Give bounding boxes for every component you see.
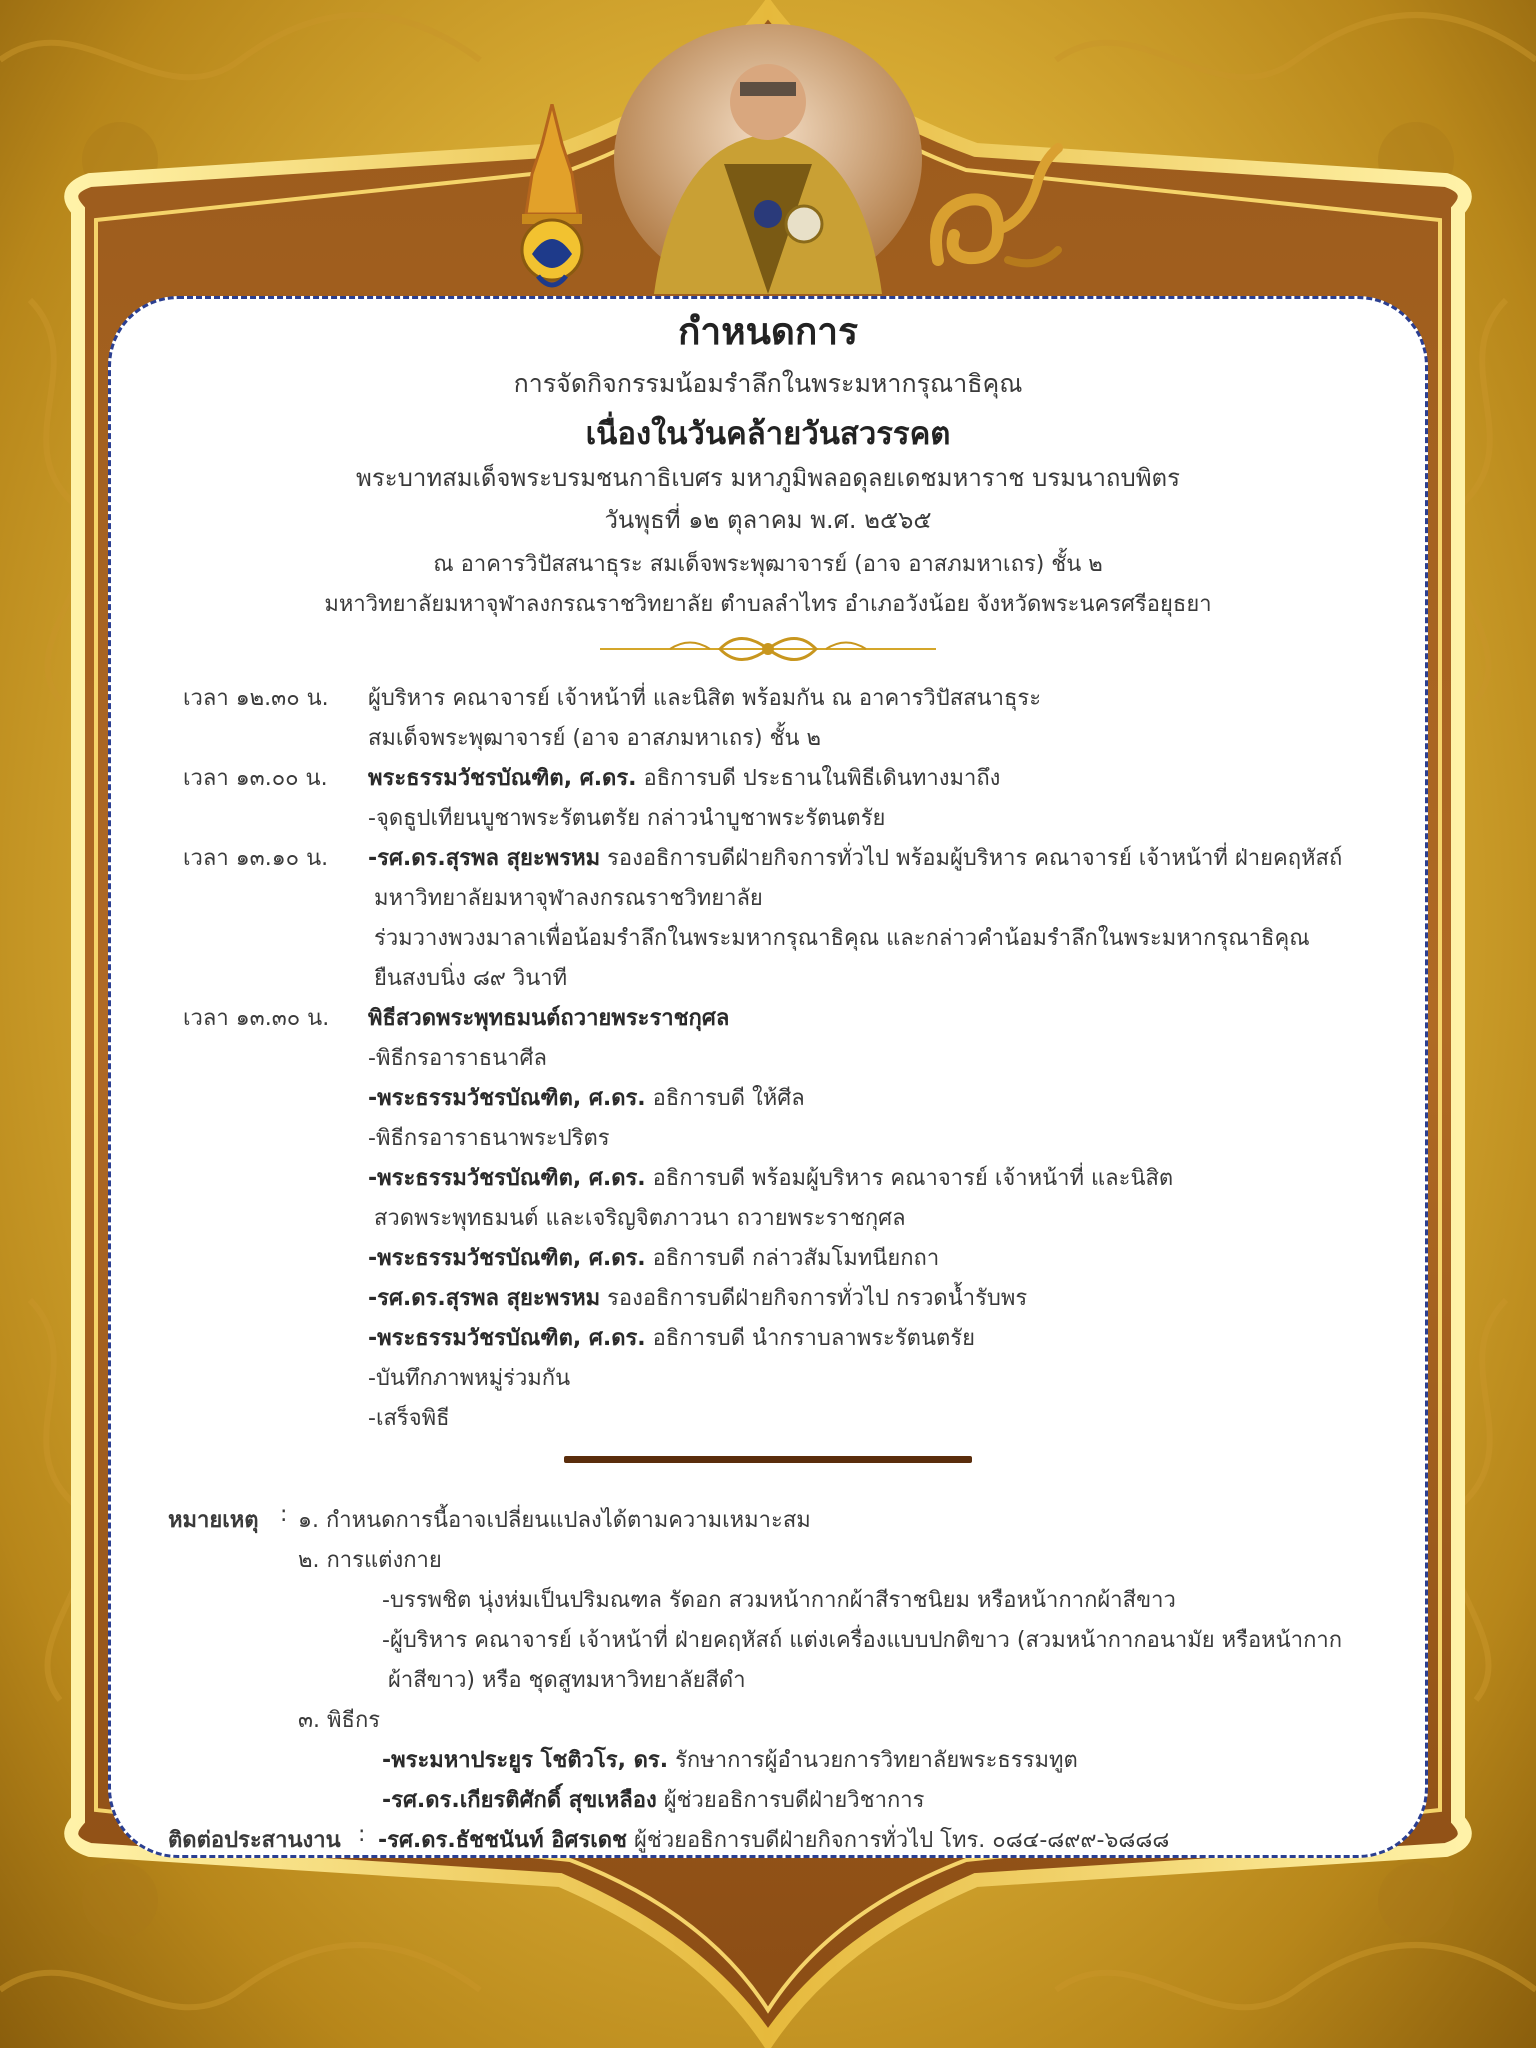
person-name: -พระธรรมวัชรบัณฑิต, ศ.ดร. bbox=[368, 1326, 646, 1351]
person-name: -รศ.ดร.สุรพล สุยะพรหม bbox=[368, 1286, 601, 1311]
event-occasion: เนื่องในวันคล้ายวันสวรรคต bbox=[585, 416, 951, 452]
schedule-text: รองอธิการบดีฝ่ายกิจการทั่วไป กรวดน้ำรับพร bbox=[600, 1286, 1028, 1311]
note-subitem: -บรรพชิต นุ่งห่มเป็นปริมณฑล รัดอก สวมหน้ากากผ้าสีราชนิยม หรือหน้ากากผ้าสีขาว bbox=[382, 1588, 1176, 1613]
event-subtitle: การจัดกิจกรรมน้อมรำลึกในพระมหากรุณาธิคุณ bbox=[513, 369, 1023, 398]
schedule-line: ร่วมวางพวงมาลาเพื่อน้อมรำลึกในพระมหากรุณาธิคุณ และกล่าวคำน้อมรำลึกในพระมหากรุณาธิคุณ bbox=[374, 926, 1310, 951]
note-subitem bbox=[382, 1782, 924, 1817]
time-label: เวลา ๑๓.๓๐ น. bbox=[183, 1006, 330, 1031]
page-title: กำหนดการ bbox=[678, 310, 858, 353]
contact-info bbox=[378, 1822, 1169, 1857]
schedule-line bbox=[368, 1280, 1027, 1315]
host-name: -รศ.ดร.เกียรติศักดิ์ สุขเหลือง bbox=[382, 1788, 657, 1813]
notes-label: หมายเหตุ bbox=[168, 1508, 259, 1533]
ceremony-heading: พิธีสวดพระพุทธมนต์ถวายพระราชกุศล bbox=[368, 1006, 730, 1031]
note-subitem bbox=[382, 1742, 1078, 1777]
person-name: -พระธรรมวัชรบัณฑิต, ศ.ดร. bbox=[368, 1246, 646, 1271]
time-label: เวลา ๑๓.๐๐ น. bbox=[183, 766, 328, 791]
schedule-text: รองอธิการบดีฝ่ายกิจการทั่วไป พร้อมผู้บริหาร คณาจารย์ เจ้าหน้าที่ ฝ่ายคฤหัสถ์ bbox=[600, 846, 1343, 871]
schedule-line bbox=[368, 760, 1000, 795]
schedule-line: -พิธีกรอาราธนาพระปริตร bbox=[368, 1126, 610, 1151]
schedule-line: สวดพระพุทธมนต์ และเจริญจิตภาวนา ถวายพระราชกุศล bbox=[374, 1206, 906, 1231]
schedule-text: อธิการบดี กล่าวสัมโมทนียกถา bbox=[645, 1246, 940, 1271]
schedule-line bbox=[368, 1320, 975, 1355]
king-name: พระบาทสมเด็จพระบรมชนกาธิเบศร มหาภูมิพลอดุลยเดชมหาราช บรมนาถบพิตร bbox=[356, 464, 1180, 492]
person-name: -รศ.ดร.สุรพล สุยะพรหม bbox=[368, 846, 601, 871]
schedule-line bbox=[368, 1160, 1173, 1195]
time-label: เวลา ๑๓.๑๐ น. bbox=[183, 846, 329, 871]
schedule-line: -พิธีกรอาราธนาศีล bbox=[368, 1046, 548, 1071]
host-role: ผู้ช่วยอธิการบดีฝ่ายวิชาการ bbox=[656, 1788, 925, 1813]
schedule-line: มหาวิทยาลัยมหาจุฬาลงกรณราชวิทยาลัย bbox=[374, 886, 763, 911]
person-name: -พระธรรมวัชรบัณฑิต, ศ.ดร. bbox=[368, 1086, 646, 1111]
thai-numeral-nine-emblem bbox=[918, 140, 1068, 290]
note-item: ๑. กำหนดการนี้อาจเปลี่ยนแปลงได้ตามความเหมาะสม bbox=[298, 1508, 811, 1533]
schedule-line bbox=[368, 1240, 939, 1275]
contact-colon: : bbox=[358, 1822, 366, 1847]
royal-emblem-left bbox=[508, 104, 596, 294]
event-venue: ณ อาคารวิปัสสนาธุระ สมเด็จพระพุฒาจารย์ (อาจ อาสภมหาเถร) ชั้น ๒ bbox=[433, 552, 1103, 577]
event-date: วันพุธที่ ๑๒ ตุลาคม พ.ศ. ๒๕๖๕ bbox=[604, 506, 932, 534]
schedule-line: ยืนสงบนิ่ง ๘๙ วินาที bbox=[374, 966, 568, 991]
note-subitem: -ผู้บริหาร คณาจารย์ เจ้าหน้าที่ ฝ่ายคฤหัสถ์ แต่งเครื่องแบบปกติขาว (สวมหน้ากากอนามัย หรือหน้ากาก bbox=[382, 1628, 1343, 1653]
schedule-line: -จุดธูปเทียนบูชาพระรัตนตรัย กล่าวนำบูชาพระรัตนตรัย bbox=[368, 806, 886, 831]
schedule-line: สมเด็จพระพุฒาจารย์ (อาจ อาสภมหาเถร) ชั้น ๒ bbox=[368, 726, 822, 751]
ornament-divider bbox=[600, 628, 936, 670]
host-name: -พระมหาประยูร โชติวโร, ดร. bbox=[382, 1748, 669, 1773]
schedule-line bbox=[368, 840, 1342, 875]
note-subitem: ผ้าสีขาว) หรือ ชุดสูทมหาวิทยาลัยสีดำ bbox=[388, 1668, 746, 1693]
person-name: -พระธรรมวัชรบัณฑิต, ศ.ดร. bbox=[368, 1166, 646, 1191]
schedule-text: อธิการบดี นำกราบลาพระรัตนตรัย bbox=[645, 1326, 975, 1351]
schedule-text: อธิการบดี พร้อมผู้บริหาร คณาจารย์ เจ้าหน้าที่ และนิสิต bbox=[645, 1166, 1174, 1191]
event-location: มหาวิทยาลัยมหาจุฬาลงกรณราชวิทยาลัย ตำบลลำไทร อำเภอวังน้อย จังหวัดพระนครศรีอยุธยา bbox=[324, 592, 1212, 617]
contact-name: -รศ.ดร.ธัชชนันท์ อิศรเดช bbox=[378, 1828, 627, 1853]
section-divider bbox=[564, 1456, 972, 1463]
king-portrait bbox=[614, 24, 922, 294]
note-item: ๓. พิธีกร bbox=[298, 1708, 381, 1733]
time-label: เวลา ๑๒.๓๐ น. bbox=[183, 686, 329, 711]
schedule-line bbox=[368, 1080, 805, 1115]
person-name: พระธรรมวัชรบัณฑิต, ศ.ดร. bbox=[368, 766, 637, 791]
schedule-text: อธิการบดี ประธานในพิธีเดินทางมาถึง bbox=[636, 766, 1001, 791]
note-item: ๒. การแต่งกาย bbox=[298, 1548, 442, 1573]
schedule-text: อธิการบดี ให้ศีล bbox=[645, 1086, 805, 1111]
contact-role-phone: ผู้ช่วยอธิการบดีฝ่ายกิจการทั่วไป โทร. ๐๘๔-๘๙๙-๖๘๘๘ bbox=[627, 1828, 1170, 1853]
schedule-line: -บันทึกภาพหมู่ร่วมกัน bbox=[368, 1366, 571, 1391]
host-role: รักษาการผู้อำนวยการวิทยาลัยพระธรรมทูต bbox=[668, 1748, 1078, 1773]
schedule-line: ผู้บริหาร คณาจารย์ เจ้าหน้าที่ และนิสิต พร้อมกัน ณ อาคารวิปัสสนาธุระ bbox=[368, 686, 1042, 711]
notes-colon: : bbox=[280, 1502, 288, 1527]
schedule-line: -เสร็จพิธี bbox=[368, 1406, 450, 1431]
contact-label: ติดต่อประสานงาน bbox=[168, 1828, 341, 1853]
